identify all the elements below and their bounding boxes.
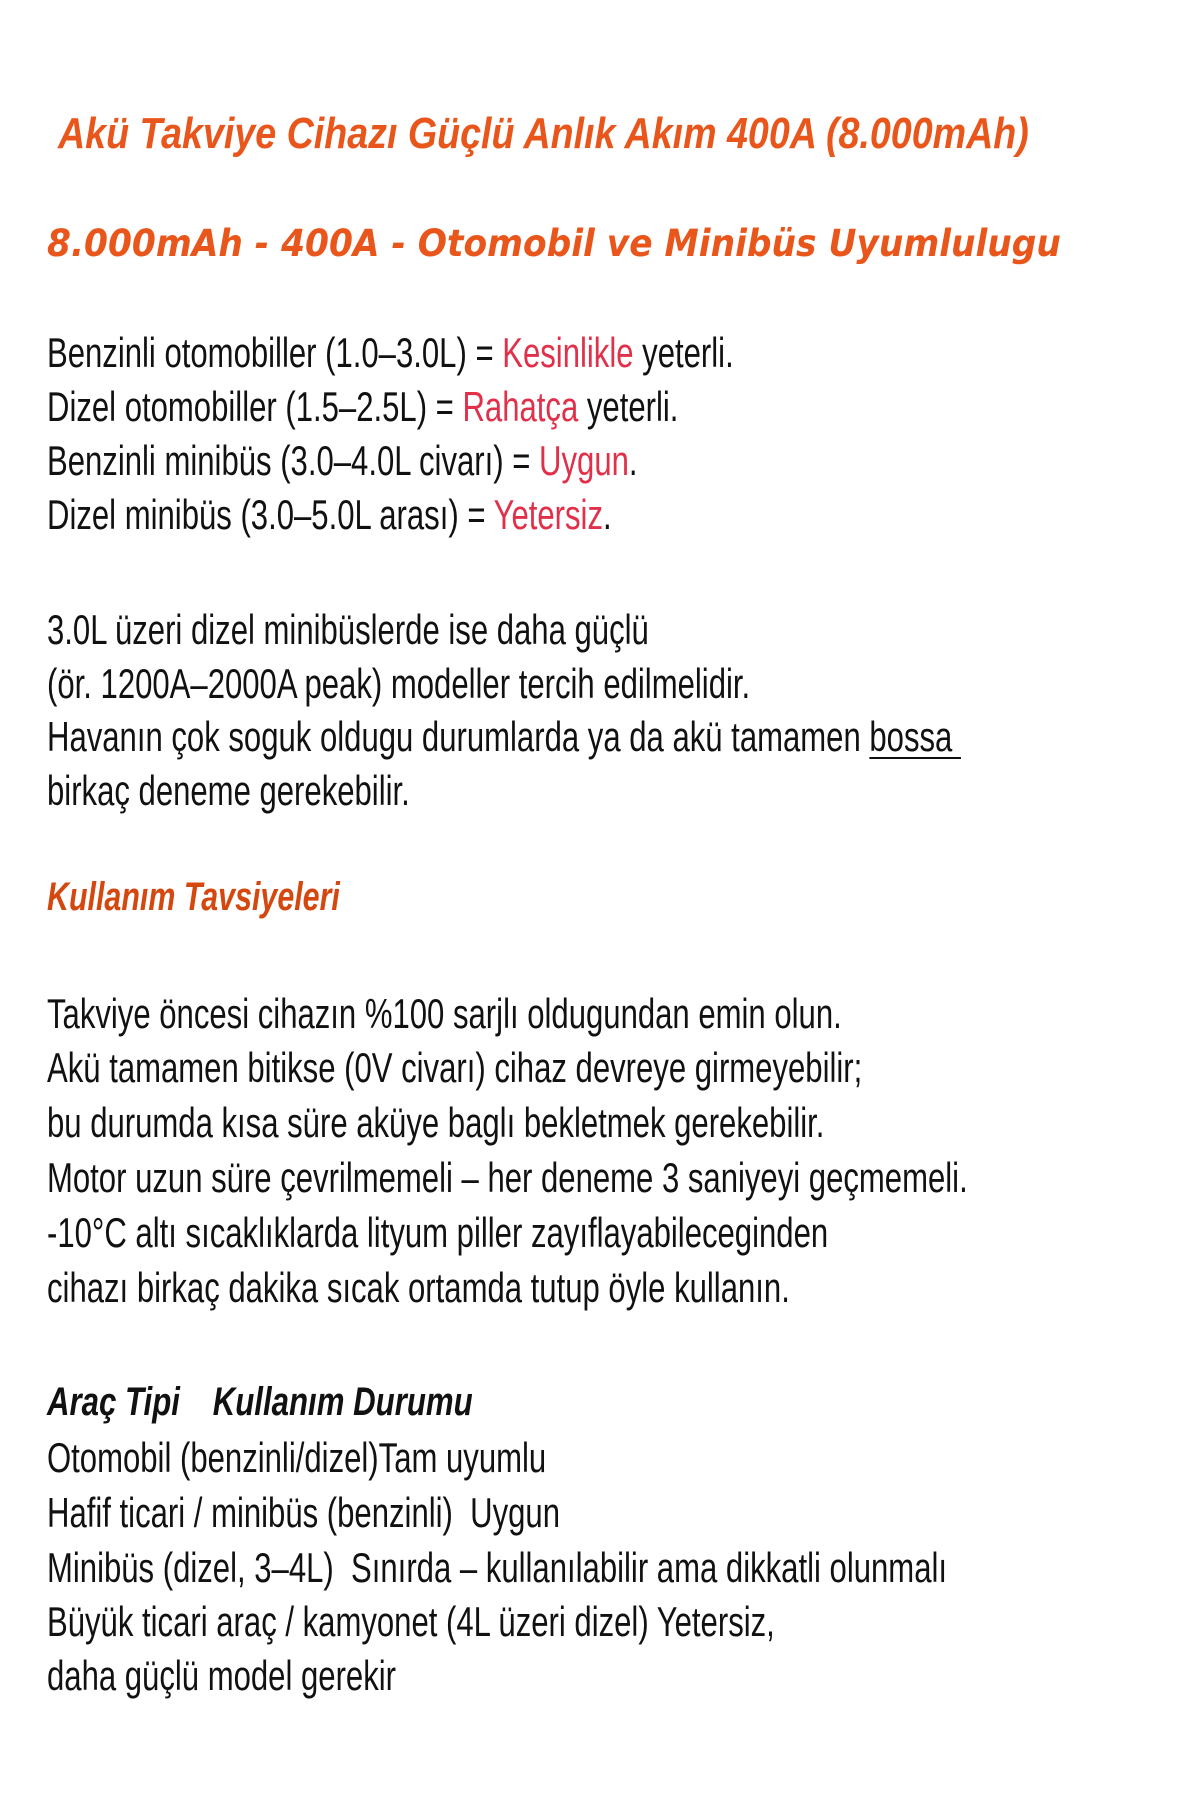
table-header-row xyxy=(47,1378,473,1426)
verdict-highlight: Rahatça xyxy=(462,383,579,430)
table-row: Hafif ticari / minibüs (benzinli) Uygun xyxy=(47,1489,561,1536)
table-row: Büyük ticari araç / kamyonet (4L üzeri dizel) Yetersiz, xyxy=(47,1598,775,1645)
note-line-4: birkaç deneme gerekebilir. xyxy=(47,767,410,814)
verdict-suffix: . xyxy=(602,491,612,538)
verdict-suffix: yeterli. xyxy=(578,383,679,430)
compatibility-line-2 xyxy=(47,383,678,431)
verdict-highlight: Yetersiz xyxy=(493,491,603,538)
usage-line-2: Akü tamamen bitikse (0V civarı) cihaz devreye girmeyebilir; xyxy=(47,1044,863,1091)
usage-line-1: Takviye öncesi cihazın %100 sarjlı oldugundan emin olun. xyxy=(47,990,842,1037)
compatibility-line-1 xyxy=(47,329,734,377)
note-line-3 xyxy=(47,713,961,761)
vehicle-label: Dizel otomobiller (1.5–2.5L) = xyxy=(47,383,463,430)
vehicle-label: Benzinli otomobiller (1.0–3.0L) = xyxy=(47,329,503,376)
note-text: Havanın çok soguk oldugu durumlarda ya da akü tamamen xyxy=(47,713,870,760)
table-header-vehicle-type: Araç Tipi xyxy=(47,1380,180,1424)
usage-line-6: cihazı birkaç dakika sıcak ortamda tutup öyle kullanın. xyxy=(47,1264,790,1311)
verdict-highlight: Uygun xyxy=(539,437,629,484)
compatibility-line-4 xyxy=(47,491,612,539)
note-line-2: (ör. 1200A–2000A peak) modeller tercih edilmelidir. xyxy=(47,660,751,707)
usage-heading: Kullanım Tavsiyeleri xyxy=(47,875,340,919)
table-header-usage-status: Kullanım Durumu xyxy=(212,1380,473,1424)
underlined-word: bossa xyxy=(869,713,961,760)
usage-line-4: Motor uzun süre çevrilmemeli – her deneme 3 saniyeyi geçmemeli. xyxy=(47,1154,968,1201)
usage-line-5: -10°C altı sıcaklıklarda lityum piller zayıflayabileceginden xyxy=(47,1209,829,1256)
table-row: Otomobil (benzinli/dizel)Tam uyumlu xyxy=(47,1434,547,1481)
page-title: Akü Takviye Cihazı Güçlü Anlık Akım 400A (8.000mAh) xyxy=(58,109,1029,158)
table-row-continuation: daha güçlü model gerekir xyxy=(47,1652,397,1699)
compatibility-subtitle: 8.000mAh - 400A - Otomobil ve Minibüs Uyumlulugu xyxy=(47,222,1061,265)
usage-line-3: bu durumda kısa süre aküye baglı bekletmek gerekebilir. xyxy=(47,1099,825,1146)
verdict-highlight: Kesinlikle xyxy=(502,329,634,376)
table-row: Minibüs (dizel, 3–4L) Sınırda – kullanılabilir ama dikkatli olunmalı xyxy=(47,1544,948,1591)
verdict-suffix: . xyxy=(628,437,638,484)
note-line-1: 3.0L üzeri dizel minibüslerde ise daha güçlü xyxy=(47,606,649,653)
vehicle-label: Benzinli minibüs (3.0–4.0L civarı) = xyxy=(47,437,540,484)
compatibility-line-3 xyxy=(47,437,638,485)
verdict-suffix: yeterli. xyxy=(633,329,734,376)
vehicle-label: Dizel minibüs (3.0–5.0L arası) = xyxy=(47,491,494,538)
